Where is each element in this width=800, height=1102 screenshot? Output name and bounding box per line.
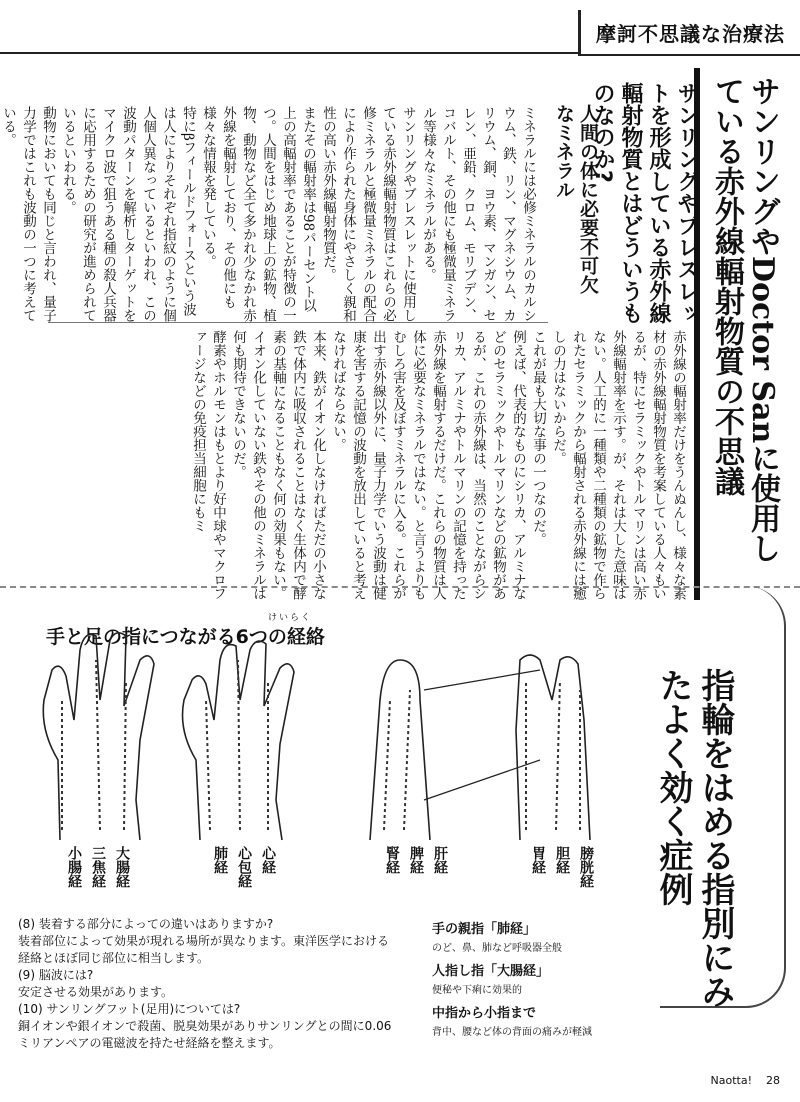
meridian-label: 腎経 (384, 846, 400, 874)
foot-side-drawing (370, 660, 430, 840)
qa-block (18, 916, 398, 1052)
meridian-label: 肺経 (212, 846, 228, 874)
finger-desc: 便秘や下痢に効果的 (432, 985, 522, 996)
meridian-label: 肝経 (432, 846, 448, 874)
finger-name: 手の親指「肺経」 (432, 922, 537, 937)
hand-back-drawing (43, 633, 154, 840)
page-footer (711, 1074, 780, 1087)
article-title: サンリングやDoctor Sanに使用している赤外線輻射物質の不思議 (709, 76, 780, 564)
qa-answer: 銅イオンや銀イオンで殺菌、脱臭効果がありサンリングとの間に0.06ミリアンペアの電磁波を持たせ経絡を整えます。 (18, 1019, 392, 1050)
paragraph: 本来、鉄がイオン化しなければただの小さな鉄で体内に吸収されることはなく生体内で酵素の基軸になることもなく何の効果もない。イオン化していない鉄やその他のミネラルは何も期待できないのだ。 (230, 330, 326, 600)
meridian-label: 脾経 (408, 846, 424, 874)
meridian-label: 心包経 (236, 846, 252, 888)
finger-desc: のど、鼻、肺など呼吸器全般 (432, 943, 562, 954)
paragraph: 酵素やホルモンはもとより好中球やマクロファージなどの免疫担当細胞にもミ (190, 330, 226, 600)
finger-name: 人指し指「大腸経」 (432, 964, 550, 979)
qa-question: (9) 脳波には? (18, 968, 94, 982)
qa-question: (8) 装着する部分によっての違いはありますか? (18, 917, 274, 931)
meridian-label: 小腸経 (66, 846, 82, 888)
subheading: サンリングやブレスレットを形成している赤外線輻射物質とはどういうものなのか? (590, 82, 699, 324)
finger-desc: 背中、腰など体の背面の痛みが軽減 (432, 1027, 592, 1038)
paragraph: ミネラルには必修ミネラルのカルシウム、鉄、リン、マグネシウム、カリウム、銅、ヨウ素、マンガン、セレン、亜鉛、クロム、モリブデン、コバルト、その他にも極微量ミネラル等様々なミネラルがある。 (420, 106, 536, 322)
subheading-minerals: 人間の体に必要不可欠なミネラル (553, 104, 599, 294)
paragraph: 赤外線の輻射率だけをうんぬんし、様々な素材の赤外線輻射物質を考案している人々もいるが、特にセラミックやトルマリンは高い赤外線輻射率を示す。が、それは大した意味はない。人工的に一種類や二種類の鉱物で作られたセラミックから輻射される赤外線には癒しの力はないからだ。 (550, 330, 686, 600)
paragraph: 動物においても同じと言われ、量子力学ではこれも波動の一つに考えている。 (0, 106, 56, 322)
illustration-title: 手と足の指につながる6つの経絡 (46, 626, 325, 648)
finger-list (432, 912, 662, 1038)
paragraph: サンリングやブレスレットに使用している赤外線輻射物質はこれらの必修ミネラルと極微量ミネラルの配合により作られた身体にやさしく親和性の高い赤外線輻射物質だ。 (320, 106, 416, 322)
paragraph: 特にβフィールドフォースという波は人によりそれぞれ指紋のように個人個人異なっているといわれ、この波動パターンを解析しターゲットをマイクロ波で狙うある種の殺人兵器に応用するための研究が進められているといわれる。 (60, 106, 196, 322)
qa-answer: 安定させる効果があります。 (18, 985, 174, 999)
palm-drawing (183, 641, 295, 840)
paragraph: またその輻射率は98パーセント以上の高輻射率であることが特徴の一つ。人間をはじめ地球上の鉱物、植物、動物など全て多かれ少なかれ赤外線を輻射しており、その他にも様々な情報を発している。 (200, 106, 316, 322)
qa-question: (10) サンリングフット(足用)については? (18, 1002, 241, 1016)
paragraph: これが最も大切な事の一つなのだ。 (530, 330, 546, 546)
magazine-name: Naotta! (710, 1074, 752, 1087)
qa-answer: 装着部位によって効果が現れる場所が異なります。東洋医学における経絡とほぼ同じ部位に相当します。 (18, 934, 390, 965)
meridian-label: 三焦経 (90, 846, 106, 888)
foot-top-drawing (516, 655, 590, 840)
meridian-label: 心経 (260, 846, 276, 874)
panel-heading: 指輪をはめる指別にみたよく効く症例 (653, 668, 735, 1008)
section-label: 摩訶不思議な治療法 (596, 22, 785, 46)
paragraph: 例えば、代表的なものにシリカ、アルミナなどのセラミックやトルマリンなどの鉱物があるが、これの赤外線は、当然のことながらシリカ、アルミナやトルマリンの記憶を持った赤外線を輻射するだけだ。これらの物質は人体に必要なミネラルではない。と言うよりもむしろ害を及ぼすミネラルに入る。これらが出す赤外線以外に、量子力学でいう波動は健康を害する記憶の波動を放出していると考えなければならない。 (330, 330, 526, 600)
meridian-label: 膀胱経 (578, 846, 594, 888)
title-ruby: けいらく (268, 613, 313, 623)
page-number: 28 (766, 1074, 780, 1087)
finger-name: 中指から小指まで (432, 1006, 537, 1021)
meridian-label: 大腸経 (114, 846, 130, 888)
meridian-label: 胆経 (554, 846, 570, 874)
meridian-label: 胃経 (530, 846, 546, 874)
